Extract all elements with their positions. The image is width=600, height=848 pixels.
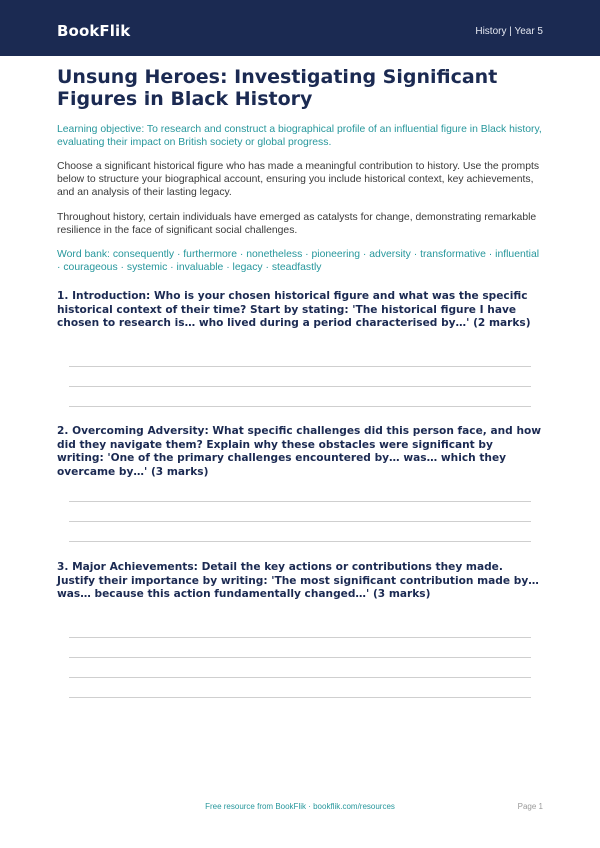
worksheet-intro bbox=[57, 66, 543, 274]
question-1-text: 1. Introduction: Who is your chosen historical figure and what was the specific historical context of their time? Start by stating: 'The historical figure I have chosen to research is… who lived during a period characterised by…' (2 marks) bbox=[57, 290, 531, 330]
answer-line[interactable] bbox=[69, 366, 531, 367]
subject-year-label: History | Year 5 bbox=[475, 26, 543, 37]
answer-line[interactable] bbox=[69, 697, 531, 698]
question-3-text: 3. Major Achievements: Detail the key actions or contributions they made. Justify their importance by writing: 'The most significant contribution made by… was… because this action fundamentally changed…' (3 marks) bbox=[57, 561, 539, 601]
header-bar bbox=[0, 0, 600, 56]
learning-objective: Learning objective: To research and construct a biographical profile of an influential figure in Black history, evaluating their impact on British society or global progress. bbox=[57, 124, 542, 148]
word-bank: Word bank: consequently · furthermore · nonetheless · pioneering · adversity · transformative · influential · courageous · systemic · invaluable · legacy · steadfastly bbox=[57, 249, 540, 274]
page-title: Unsung Heroes: Investigating Significant Figures in Black History bbox=[57, 66, 498, 110]
footer-resource-link[interactable]: Free resource from BookFlik · bookflik.com/resources bbox=[205, 802, 395, 811]
intro-paragraph: Choose a significant historical figure who has made a meaningful contribution to history. Use the prompts below to structure your biographical account, ensuring you include historical context, key achievements, and an analysis of their lasting legacy. bbox=[57, 161, 540, 199]
page-number: Page 1 bbox=[517, 802, 543, 811]
answer-line[interactable] bbox=[69, 386, 531, 387]
context-paragraph: Throughout history, certain individuals have emerged as catalysts for change, demonstrating remarkable resilience in the face of significant social challenges. bbox=[57, 211, 537, 236]
question-2 bbox=[57, 425, 543, 480]
answer-line[interactable] bbox=[69, 677, 531, 678]
brand-logo: BookFlik bbox=[57, 22, 131, 40]
question-2-text: 2. Overcoming Adversity: What specific challenges did this person face, and how did they navigate them? Explain why these obstacles were significant by writing: 'One of the primary challenges encountered by… was… which they overcame by…' (3 marks) bbox=[57, 425, 542, 479]
question-1 bbox=[57, 290, 543, 331]
answer-line[interactable] bbox=[69, 657, 531, 658]
answer-line[interactable] bbox=[69, 406, 531, 407]
answer-line[interactable] bbox=[69, 637, 531, 638]
answer-line[interactable] bbox=[69, 541, 531, 542]
question-3 bbox=[57, 561, 543, 602]
answer-line[interactable] bbox=[69, 501, 531, 502]
answer-line[interactable] bbox=[69, 521, 531, 522]
